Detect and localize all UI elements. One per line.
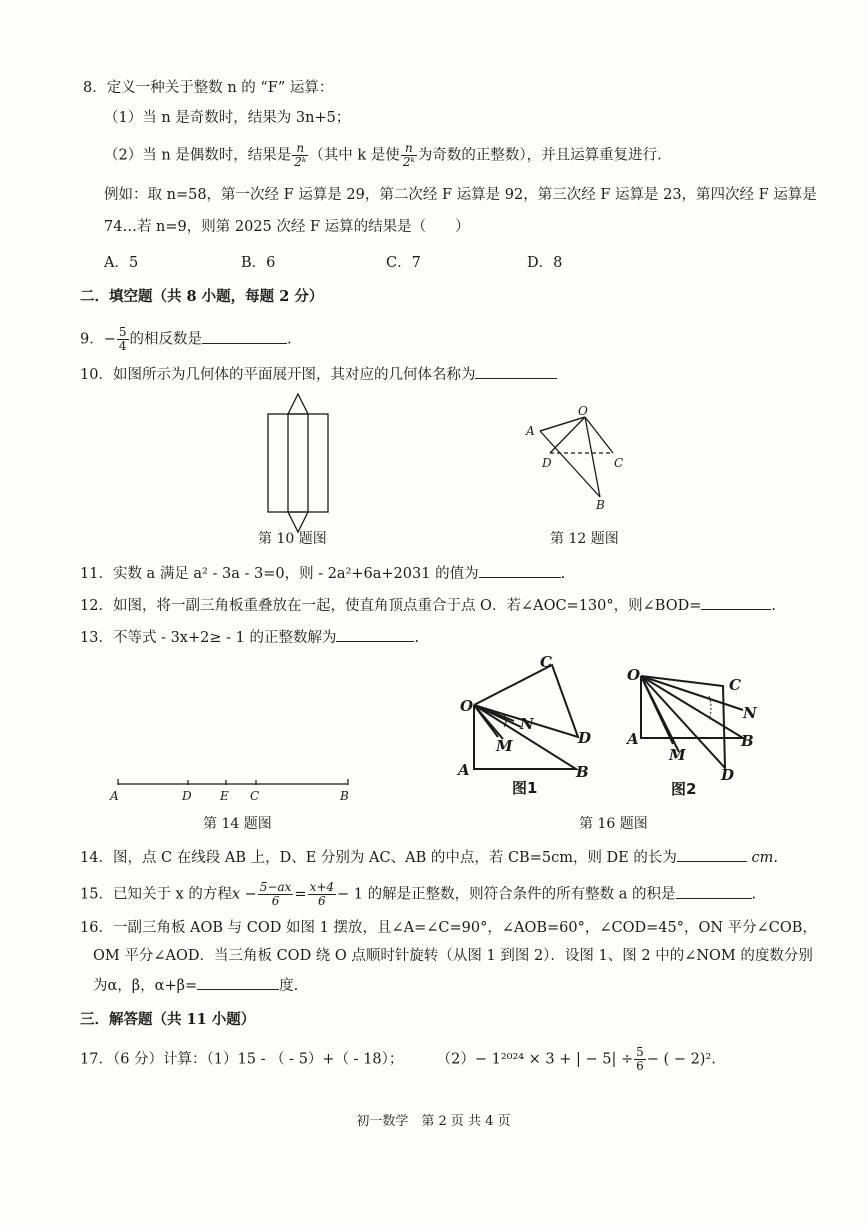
fig16-1-label-o: O [460,697,474,715]
q8-stem: 8．定义一种关于整数 n 的 “F” 运算： [83,80,334,96]
q12-text: 12．如图，将一副三角板重叠放在一起，使直角顶点重合于点 O．若∠AOC=130°，则∠BOD= [80,598,702,614]
q8-case2-c: 为奇数的正整数），并且运算重复进行. [417,147,662,164]
q11 [80,563,565,584]
section2-heading: 二．填空题（共 8 小题，每题 2 分） [80,288,324,305]
q10-text: 10．如图所示为几何体的平面展开图，其对应的几何体名称为 [80,367,476,383]
fig16-figure2 [625,660,765,800]
q14 [80,847,778,868]
q16-line3 [93,975,298,996]
fig16-2-label-o: O [627,666,641,684]
q9-prefix: 9．− [80,331,116,348]
q8-option-a: A．5 [104,255,139,271]
q17-part1: 17．（6 分）计算：（1）15 - （ - 5）+（ - 18）； [80,1051,404,1068]
fig10-prism-net [268,378,328,518]
q16-line3-text: 为α，β，α+β= [93,978,198,994]
q15-text-a: 已知关于 x 的方程 [112,886,232,903]
fig14-label-c: C [250,789,260,803]
q14-text: 图，点 C 在线段 AB 上，D、E 分别为 AC、AB 的中点，若 CB=5cm，则 DE 的长为 [112,850,677,866]
q8-question: 74…若 n=9，则第 2025 次经 F 运算的结果是（ ） [104,219,470,235]
fig16-2-label-n: N [743,704,757,722]
section3-heading: 三．解答题（共 11 小题） [80,1011,256,1028]
fig16-2-label-a: A [627,730,639,748]
fig14-label-a: A [110,789,119,803]
q10-answer-blank[interactable] [475,364,557,379]
fig12-label-o: O [578,404,588,418]
q14-unit: cm. [751,850,778,866]
q16-line1 [80,918,817,938]
fig16-caption: 第 16 题图 [579,816,648,832]
fig16-2-label-c: C [729,676,741,694]
q8-frac1: $\frac{n}{\text{2ᵏ}}$ [294,141,307,169]
q16-line2: OM 平分∠AOD．当三角板 COD 绕 O 点顺时针旋转（从图 1 到图 2）．设图 1、图 2 中的∠NOM 的度数分别 [93,948,813,964]
q16-answer-blank[interactable] [197,975,279,990]
fig14-label-b: B [340,789,349,803]
q8-option-d: D．8 [527,255,563,271]
fig16-name-1: 图1 [512,779,538,797]
q15-answer-blank[interactable] [676,884,752,899]
q11-answer-blank[interactable] [479,563,561,578]
q12-answer-blank[interactable] [701,595,771,610]
fig16-2-label-b: B [741,732,754,750]
fig12-label-c: C [614,456,624,470]
q8-case1: （1）当 n 是奇数时，结果为 3n+5； [104,110,351,126]
q8-option-c: C．7 [386,255,421,271]
fig16-1-label-b: B [576,763,589,781]
q17 [80,1046,716,1073]
fig16-1-label-d: D [578,729,592,747]
q15-frac1: $\frac{5-ax}{6}$ [259,880,292,908]
q9-suffix: 的相反数是 [129,331,203,348]
q11-text: 11．实数 a 满足 a² - 3a - 3=0，则 - 2a²+6a+2031 的值为 [80,566,479,582]
q15-frac2: $\frac{x+4}{6}$ [309,880,335,908]
q16-end: 度. [279,978,299,994]
q17-part2-end: − ( − 2)². [646,1051,716,1068]
q15-x: x − [231,886,257,903]
q9-answer-blank[interactable] [202,329,287,344]
q8-case2 [104,142,662,169]
page-footer: 初一数学 第 2 页 共 4 页 [356,1114,511,1129]
q9 [80,326,292,353]
q13-answer-blank[interactable] [336,627,414,642]
fig16-1-label-m: M [496,737,513,755]
fig12-label-a: A [526,424,535,438]
q9-end: . [287,331,292,348]
q8-case2-b: （其中 k 是使 [309,147,400,164]
q17-frac: $\frac{5}{6}$ [636,1045,644,1073]
q8-option-b: B．6 [241,255,276,271]
q14-number: 14． [80,850,113,866]
q13-text: 13．不等式 - 3x+2≥ - 1 的正整数解为 [80,630,337,646]
fig16-2-label-m: M [669,746,686,764]
q15-end: . [751,886,757,903]
q16-number: 16． [80,920,113,936]
q8-example: 例如：取 n=58，第一次经 F 运算是 29，第二次经 F 运算是 92，第三次经 F 运算是 23，第四次经 F 运算是 [104,187,817,203]
q14-answer-blank[interactable] [677,847,747,862]
q12 [80,595,776,616]
fig16-1-label-a: A [458,761,470,779]
fig12-label-b: B [596,498,605,512]
fig16-figure1 [458,655,598,795]
q13-end: . [414,630,420,646]
q13 [80,627,419,648]
fig10-top-triangle [288,394,308,414]
q8-case2-a: （2）当 n 是偶数时，结果是 [104,147,292,164]
fig16-1-label-c: C [540,653,552,671]
fig12-caption: 第 12 题图 [550,531,619,547]
fig14-segment [110,775,350,805]
q11-end: . [560,566,566,582]
fig12-label-d: D [542,456,552,470]
q8-frac2: $\frac{n}{\text{2ᵏ}}$ [402,141,415,169]
fig12-set-squares [520,405,640,515]
fig16-2-label-d: D [721,766,735,784]
fig14-label-e: E [220,789,229,803]
q9-frac: $\frac{5}{4}$ [118,325,127,353]
fig14-caption: 第 14 题图 [203,816,272,832]
fig10-rectangle [268,414,328,512]
fig16-name-2: 图2 [671,780,697,798]
q15-number: 15． [80,886,113,903]
q15-eq: = [294,886,307,903]
fig10-caption: 第 10 题图 [258,531,327,547]
q15 [80,881,756,908]
fig14-label-d: D [182,789,192,803]
q16-line1-text: 一副三角板 AOB 与 COD 如图 1 摆放，且∠A=∠C=90°，∠AOB=60°，∠COD=45°，ON 平分∠COB， [112,920,817,936]
q12-end: . [771,598,776,614]
q17-part2: （2）− 1²⁰²⁴ × 3 + | − 5| ÷ [436,1051,634,1068]
fig16-1-label-n: N [520,715,534,733]
q15-text-b: − 1 的解是正整数，则符合条件的所有整数 a 的积是 [337,886,676,903]
